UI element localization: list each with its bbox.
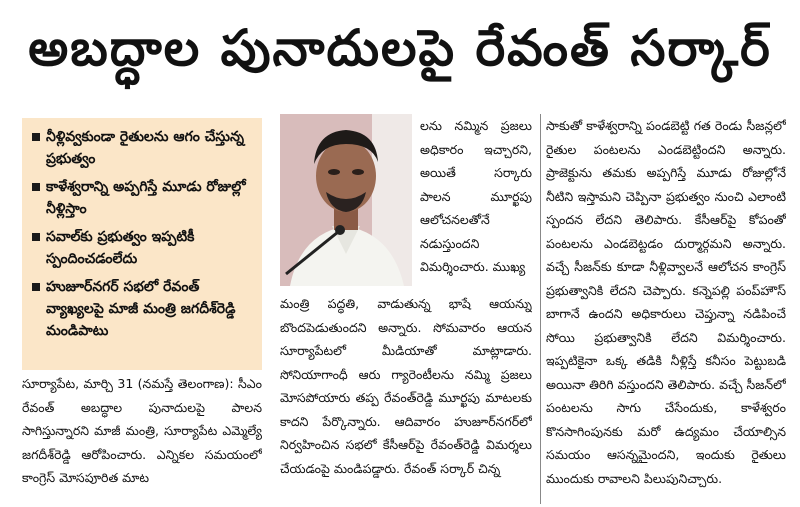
- highlight-item: [32, 226, 256, 270]
- square-bullet-icon: [32, 183, 40, 191]
- square-bullet-icon: [32, 233, 40, 241]
- column-divider: [540, 114, 541, 504]
- paragraph: లను నమ్మిన ప్రజలు అధికారం ఇచ్చారని, అయితే సర్కారు పాలన మూర్ఖపు ఆలోచనలతోనే నడుస్తుందని విమర్శించారు. ముఖ్య: [420, 118, 532, 274]
- column-a: [22, 372, 262, 502]
- highlight-item: [32, 126, 256, 170]
- square-bullet-icon: [32, 133, 40, 141]
- paragraph: సూర్యాపేట, మార్చి 31 (నమస్తే తెలంగాణ): సీఎం రేవంత్ అబద్ధాల పునాదులపై పాలన సాగిస్తున్నారని మాజీ మంత్రి, సూర్యాపేట ఎమ్మెల్యే జగదీశ్‌రెడ్డి ఆరోపించారు. ఎన్నికల సమయంలో కాంగ్రెస్ మోసపూరిత మాట: [22, 376, 262, 485]
- politician-photo: [280, 114, 412, 286]
- highlight-text: సవాల్‌కు ప్రభుత్వం ఇప్పటికీ స్పందించడంలేదు: [46, 229, 195, 267]
- highlight-text: నీళ్లివ్వకుండా రైతులను ఆగం చేస్తున్న ప్రభుత్వం: [46, 129, 245, 167]
- column-b-upper: [420, 114, 532, 294]
- portrait-illustration: [280, 114, 412, 286]
- highlight-text: హుజూర్‌నగర్ సభలో రేవంత్ వ్యాఖ్యలపై మాజీ మంత్రి జగదీశ్‌రెడ్డి మండిపాటు: [46, 279, 236, 339]
- paragraph: మంత్రి పద్ధతి, వాడుతున్న భాషే ఆయన్ను బొందపెడుతుందని అన్నారు. సోమవారం ఆయన సూర్యాపేటలో మీడియాతో మాట్లాడారు. సోనియాగాంధీ ఆరు గ్యారెంటీలను నమ్మి ప్రజలు మోసపోయారు తప్ప రేవంత్‌రెడ్డి మూర్ఖపు మాటలకు కాదని పేర్కొన్నారు. ఆదివారం హుజూర్‌నగర్‌లో నిర్వహించిన సభలో కేసీఆర్‌పై రేవంత్‌రెడ్డి విమర్శలు చేయడంపై మండిపడ్డారు. రేవంత్ సర్కార్ చిన్న: [280, 296, 532, 476]
- highlight-item: [32, 276, 256, 342]
- square-bullet-icon: [32, 283, 40, 291]
- highlights-box: [22, 118, 262, 370]
- paragraph: సాకుతో కాళేశ్వరాన్ని పండబెట్టి గత రెండు సీజన్లలో రైతుల పంటలను ఎండబెట్టిందని అన్నారు. ప్రాజెక్టును తమకు అప్పగిస్తే మూడు రోజుల్లోనే నీటిని ఇస్తామని చెప్పినా ప్రభుత్వం నుంచి ఎలాంటి స్పందన లేదని తెలిపారు. కేసీఆర్‌పై కోపంతో పంటలను ఎండబెట్టడం దుర్మార్గమని అన్నారు. వచ్చే సీజన్‌కు కూడా నీళ్లివ్వాలనే ఆలోచన కాంగ్రెస్ ప్రభుత్వానికి లేదని చెప్పారు. కన్నెపల్లి పంప్‌హౌస్ బాగానే ఉందని అధికారులు చెప్తున్నా నడిపించే సోయి ప్రభుత్వానికి లేదని విమర్శించారు. ఇప్పటికైనా ఒక్క తడికి నీళ్లిస్తే కనీసం పెట్టుబడి అయినా తిరిగి వస్తుందని తెలిపారు. వచ్చే సీజన్‌లో పంటలను సాగు చేసేందుకు, కాళేశ్వరం కొనసాగింపునకు మరో ఉద్యమం చేయాల్సిన సమయం ఆసన్నమైందని, ఇందుకు రైతులు ముందుకు రావాలని పిలుపునిచ్చారు.: [546, 118, 786, 486]
- column-b: [280, 292, 532, 504]
- highlight-text: కాళేశ్వరాన్ని అప్పగిస్తే మూడు రోజుల్లో నీళ్లిస్తాం: [46, 179, 246, 217]
- highlight-item: [32, 176, 256, 220]
- headline: అబద్ధాల పునాదులపై రేవంత్ సర్కార్: [28, 18, 772, 77]
- column-c: [546, 114, 786, 504]
